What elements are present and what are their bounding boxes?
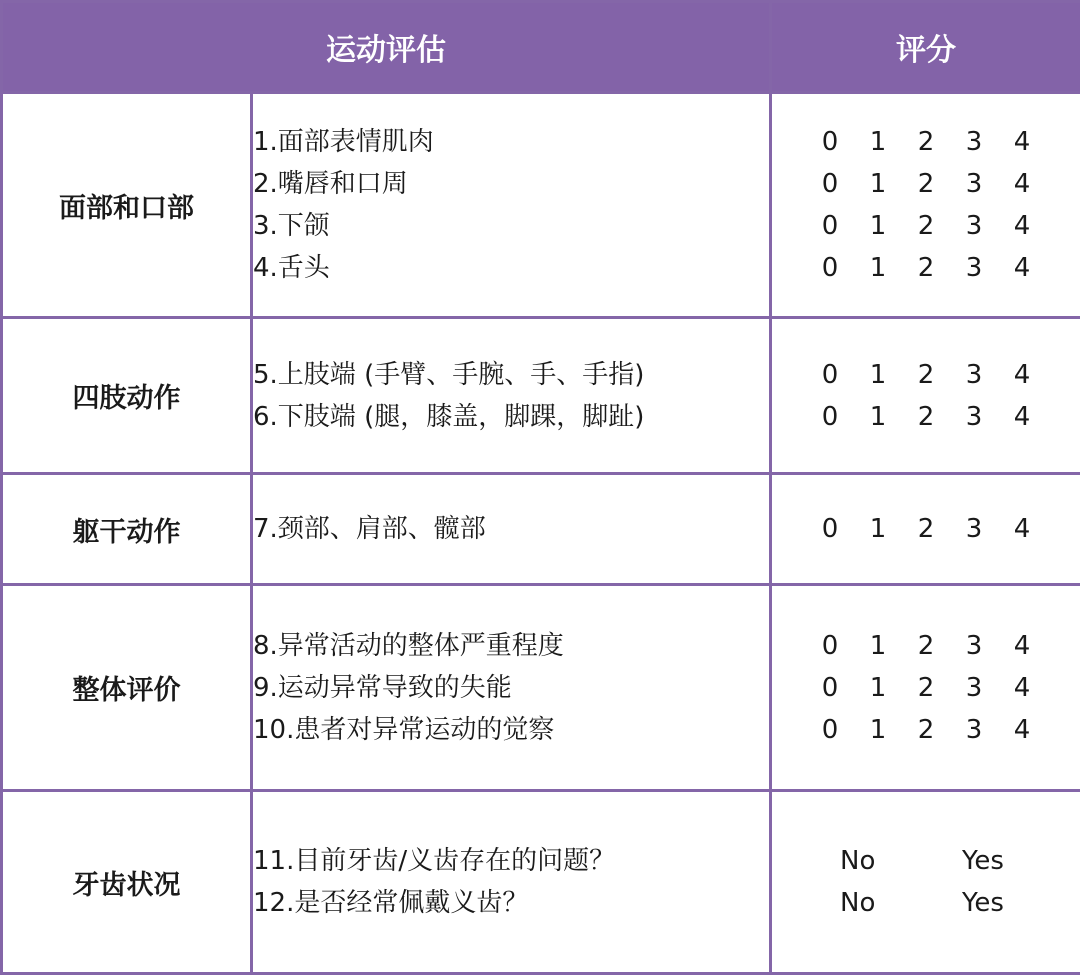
item-text: 2.嘴唇和口周 [253, 169, 408, 199]
category-label: 牙齿状况 [2, 791, 252, 974]
score-options [771, 318, 1080, 474]
score-options [771, 93, 1080, 318]
item-text: 6.下肢端 (腿，膝盖，脚踝，脚趾) [253, 401, 645, 432]
score-option-3[interactable]: 3 [965, 253, 983, 283]
item-text: 7.颈部、肩部、髋部 [253, 514, 486, 544]
score-option-2[interactable]: 2 [917, 672, 935, 703]
score-scale [772, 354, 1080, 396]
section-row-limbs [2, 318, 1080, 474]
score-option-2[interactable]: 2 [917, 127, 935, 157]
score-option-1[interactable]: 1 [869, 514, 887, 544]
score-option-4[interactable]: 4 [1013, 359, 1031, 390]
score-option-3[interactable]: 3 [965, 127, 983, 157]
score-option-3[interactable]: 3 [965, 514, 983, 544]
item-text: 10.患者对异常运动的觉察 [253, 714, 555, 745]
score-option-0[interactable]: 0 [821, 401, 839, 432]
score-option-2[interactable]: 2 [917, 630, 935, 661]
score-option-4[interactable]: 4 [1013, 630, 1031, 661]
section-row-dental [2, 791, 1080, 974]
item-text: 3.下颌 [253, 211, 330, 241]
score-option-3[interactable]: 3 [965, 401, 983, 432]
score-option-4[interactable]: 4 [1013, 211, 1031, 241]
score-option-0[interactable]: 0 [821, 630, 839, 661]
item-text: 8.异常活动的整体严重程度 [253, 630, 564, 661]
score-scale [772, 163, 1080, 205]
score-option-3[interactable]: 3 [965, 359, 983, 390]
category-label: 躯干动作 [2, 474, 252, 585]
section-row-trunk [2, 474, 1080, 585]
score-option-3[interactable]: 3 [965, 211, 983, 241]
item-text: 4.舌头 [253, 253, 330, 283]
item-list [252, 791, 771, 974]
score-scale [772, 121, 1080, 163]
score-option-0[interactable]: 0 [821, 169, 839, 199]
item-list [252, 93, 771, 318]
score-option-2[interactable]: 2 [917, 253, 935, 283]
header-assessment: 运动评估 [2, 2, 771, 93]
item-text: 11.目前牙齿/义齿存在的问题？ [253, 846, 616, 876]
score-option-0[interactable]: 0 [821, 714, 839, 745]
yes-no-options [771, 791, 1080, 974]
score-scale [772, 508, 1080, 550]
option-yes[interactable]: Yes [962, 888, 1004, 918]
score-option-4[interactable]: 4 [1013, 401, 1031, 432]
yes-no-pair [772, 882, 1080, 924]
score-option-2[interactable]: 2 [917, 401, 935, 432]
score-option-4[interactable]: 4 [1013, 714, 1031, 745]
score-option-1[interactable]: 1 [869, 714, 887, 745]
score-option-0[interactable]: 0 [821, 672, 839, 703]
header-score: 评分 [771, 2, 1080, 93]
score-option-2[interactable]: 2 [917, 514, 935, 544]
item-list [252, 474, 771, 585]
score-option-0[interactable]: 0 [821, 211, 839, 241]
score-option-1[interactable]: 1 [869, 169, 887, 199]
score-options [771, 585, 1080, 791]
score-option-0[interactable]: 0 [821, 253, 839, 283]
score-scale [772, 709, 1080, 751]
score-option-0[interactable]: 0 [821, 127, 839, 157]
option-yes[interactable]: Yes [962, 846, 1004, 876]
yes-no-pair [772, 840, 1080, 882]
score-option-1[interactable]: 1 [869, 672, 887, 703]
option-no[interactable]: No [840, 888, 876, 918]
score-scale [772, 396, 1080, 438]
score-option-3[interactable]: 3 [965, 630, 983, 661]
option-no[interactable]: No [840, 846, 876, 876]
score-option-1[interactable]: 1 [869, 211, 887, 241]
section-row-global [2, 585, 1080, 791]
score-option-1[interactable]: 1 [869, 359, 887, 390]
score-option-2[interactable]: 2 [917, 714, 935, 745]
score-option-3[interactable]: 3 [965, 169, 983, 199]
score-option-4[interactable]: 4 [1013, 253, 1031, 283]
item-text: 9.运动异常导致的失能 [253, 672, 512, 703]
score-option-0[interactable]: 0 [821, 514, 839, 544]
score-option-4[interactable]: 4 [1013, 169, 1031, 199]
category-label: 面部和口部 [2, 93, 252, 318]
score-scale [772, 205, 1080, 247]
score-scale [772, 625, 1080, 667]
score-options [771, 474, 1080, 585]
item-text: 5.上肢端 (手臂、手腕、手、手指) [253, 359, 645, 390]
score-scale [772, 667, 1080, 709]
item-list [252, 585, 771, 791]
item-text: 1.面部表情肌肉 [253, 127, 434, 157]
score-option-3[interactable]: 3 [965, 714, 983, 745]
score-option-1[interactable]: 1 [869, 401, 887, 432]
score-option-0[interactable]: 0 [821, 359, 839, 390]
score-option-1[interactable]: 1 [869, 253, 887, 283]
score-option-2[interactable]: 2 [917, 359, 935, 390]
score-option-3[interactable]: 3 [965, 672, 983, 703]
score-option-2[interactable]: 2 [917, 169, 935, 199]
score-option-2[interactable]: 2 [917, 211, 935, 241]
header-row [2, 2, 1080, 93]
score-option-4[interactable]: 4 [1013, 127, 1031, 157]
score-option-1[interactable]: 1 [869, 127, 887, 157]
score-option-4[interactable]: 4 [1013, 672, 1031, 703]
category-label: 整体评价 [2, 585, 252, 791]
section-row-face [2, 93, 1080, 318]
item-text: 12.是否经常佩戴义齿？ [253, 888, 529, 918]
item-list [252, 318, 771, 474]
score-option-4[interactable]: 4 [1013, 514, 1031, 544]
category-label: 四肢动作 [2, 318, 252, 474]
score-scale [772, 247, 1080, 289]
score-option-1[interactable]: 1 [869, 630, 887, 661]
